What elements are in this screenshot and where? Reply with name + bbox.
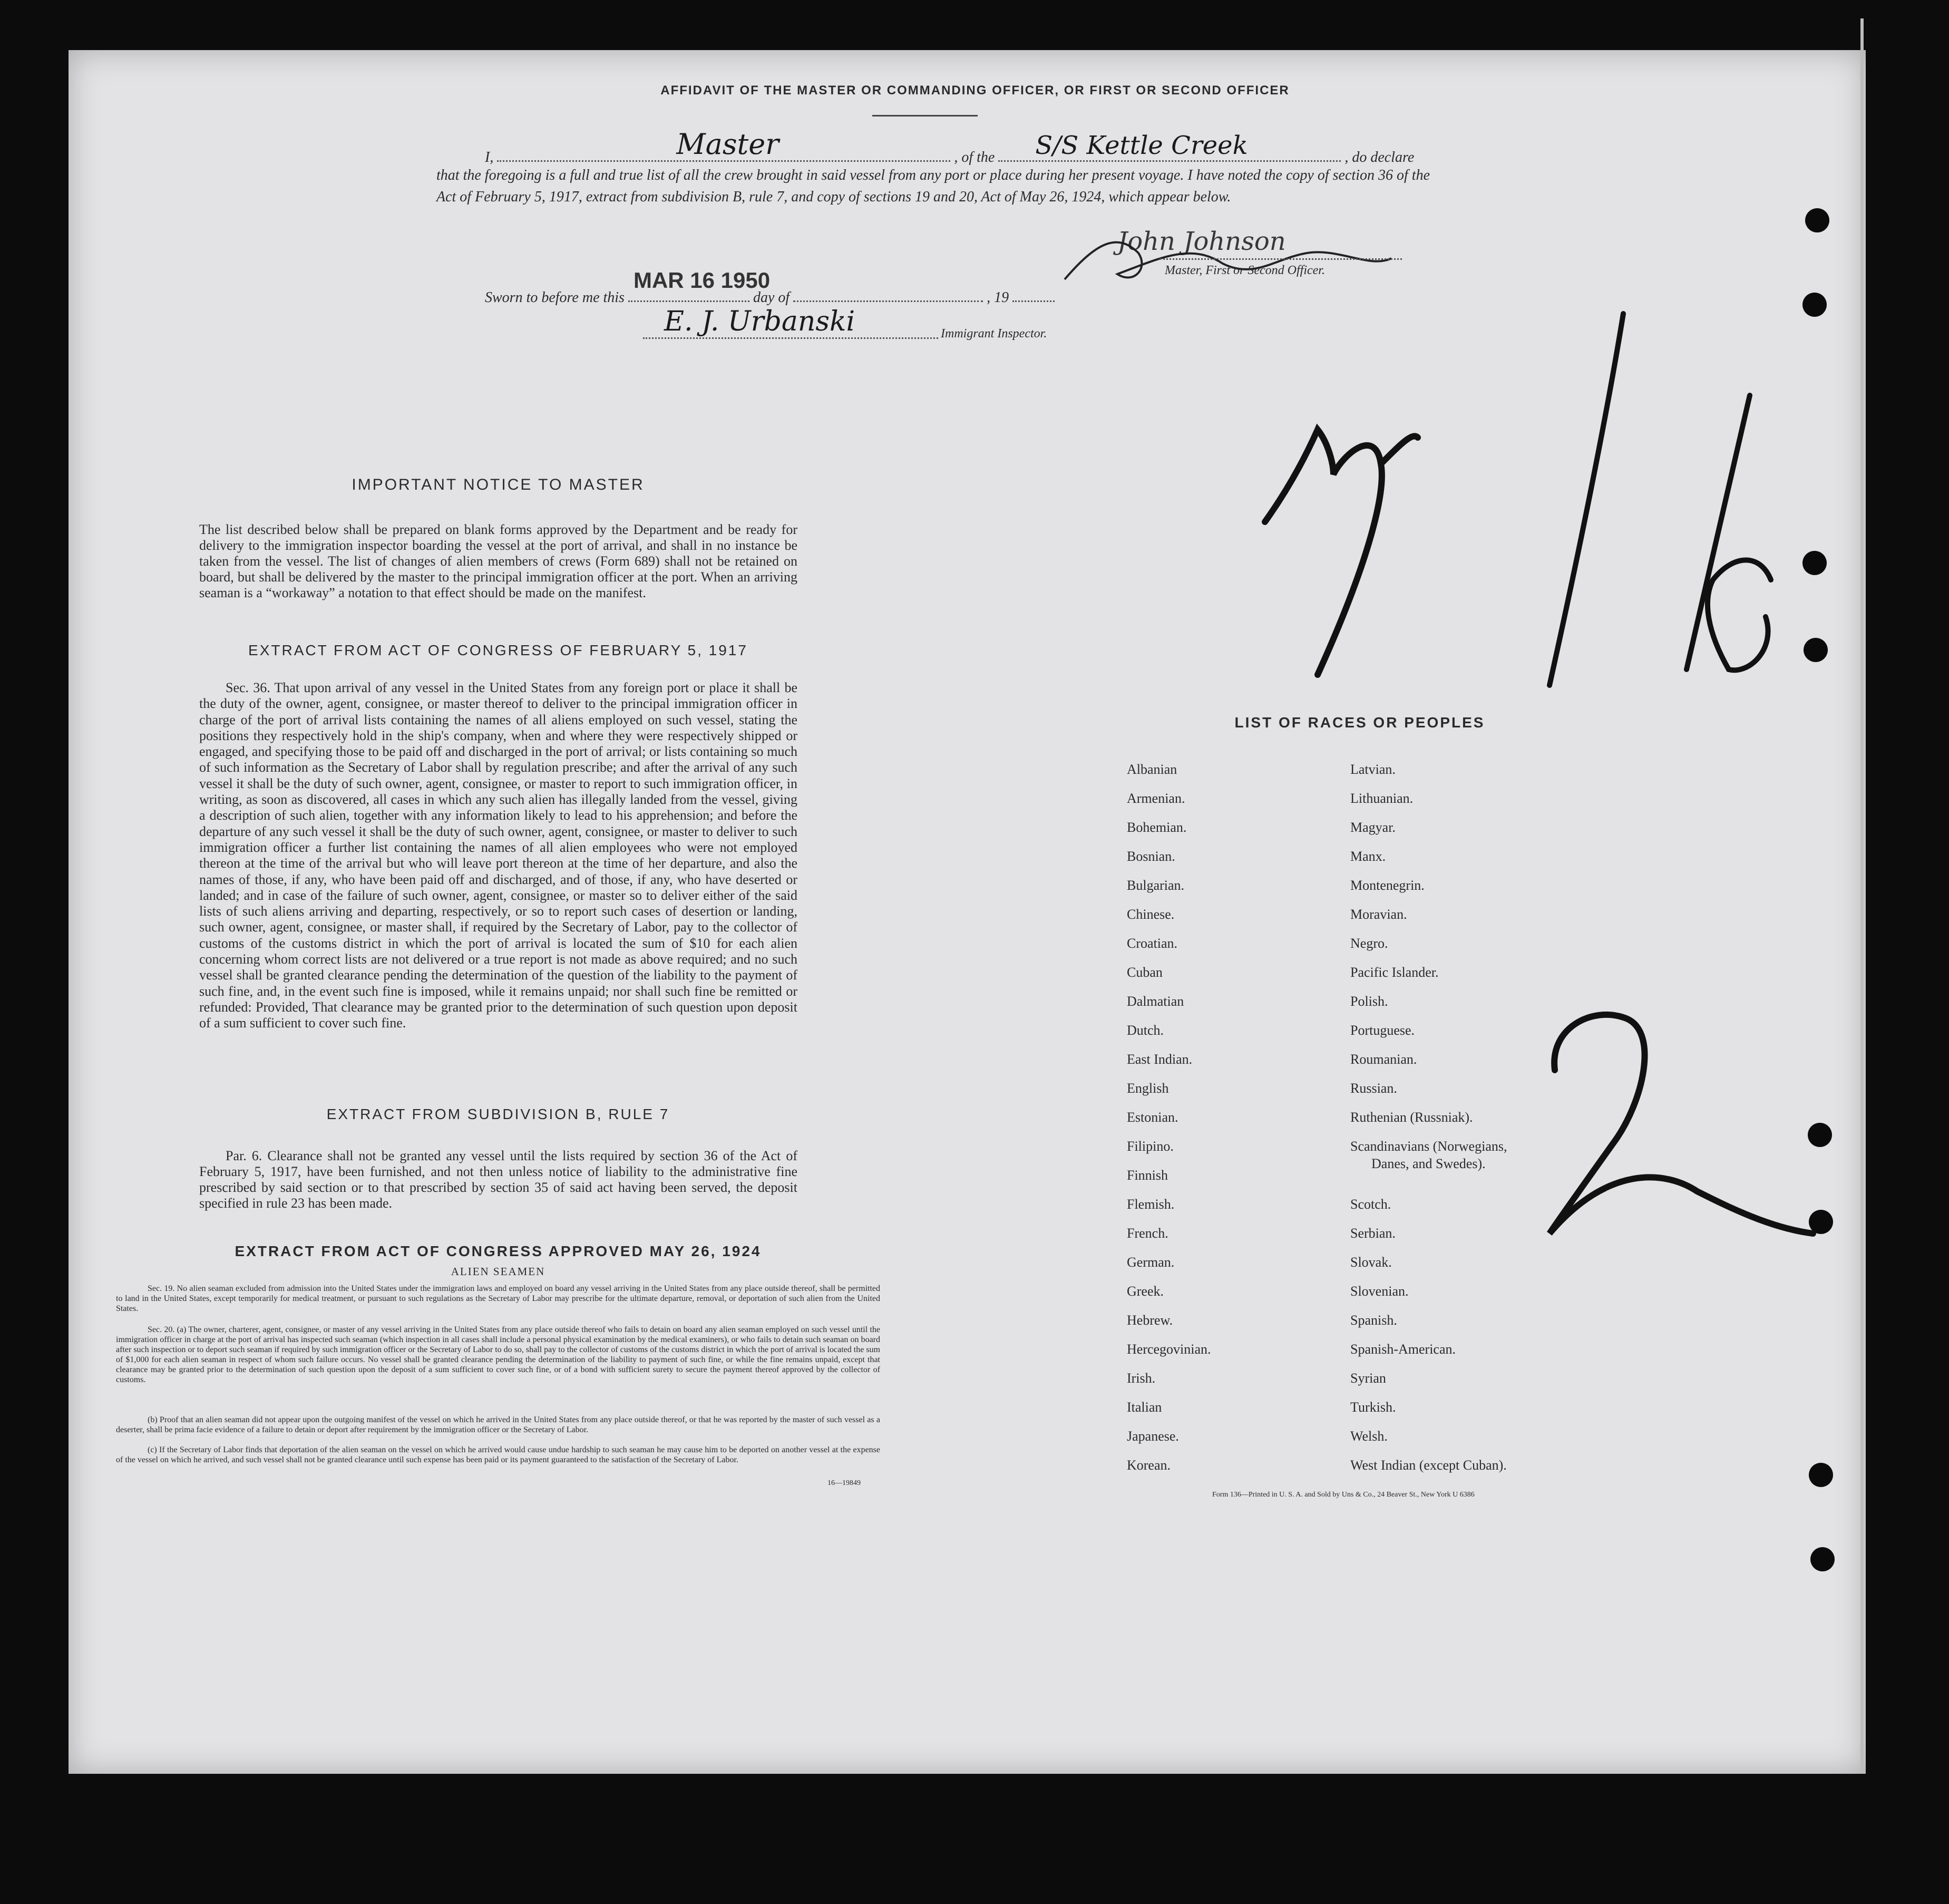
sworn-day-of: day of [753,289,790,306]
race-item: French. [1127,1226,1168,1241]
inspector-caption: Immigrant Inspector. [941,327,1047,341]
extract-1924-subheading: ALIEN SEAMEN [451,1265,545,1278]
race-item: Japanese. [1127,1429,1179,1444]
race-item: Roumanian. [1350,1052,1417,1067]
race-item: Magyar. [1350,820,1396,835]
race-item: Lithuanian. [1350,791,1414,806]
sec20c-text: (c) If the Secretary of Labor finds that deportation of the alien seaman on the vessel on which he arrived would cause undue hardship to such seaman he may cause him to be deported on another vessel at the expense of the vessel on which he arrived, and such vessel shall not be granted clearance until such expense has been paid or its payment guaranteed to the satisfaction of the Secretary of Labor. [116,1445,880,1464]
handwritten-number-two-strokes [1528,996,1845,1270]
race-item: Slovak. [1350,1255,1392,1270]
race-item: Italian [1127,1400,1162,1415]
punch-hole [1802,293,1827,317]
race-item: Latvian. [1350,762,1396,777]
master-signature: John Johnson [1117,227,1286,256]
race-item: German. [1127,1255,1175,1270]
race-item: Pacific Islander. [1350,965,1439,980]
race-item: Cuban [1127,965,1163,980]
race-item: Negro. [1350,936,1388,951]
notice-body: The list described below shall be prepared on blank forms approved by the Department and be ready for delivery to the immigration inspector boarding the vessel at the port of arrival, and shall in no instance be taken from the vessel. The list of changes of alien members of crews (Form 689) shall not be retained on board, but shall be delivered by the master to the principal immigration officer at the port. When an arriving seaman is a “workaway” a notation to that effect should be made on the manifest. [199,522,797,600]
sec20a-text: Sec. 20. (a) The owner, charterer, agent, consignee, or master of any vessel arriving in the United States from any place outside thereof who fails to detain on board any alien seaman employed on such vessel until the immigration officer in charge at the port of arrival has inspected such seaman (which inspection in all cases shall include a personal physical examination by the medical examiners), or who fails to detain such seaman on board after such inspection or to deport such seaman if required by such immigration officer or the Secretary of Labor to do so, shall pay to the collector of customs of the customs district in which the port of arrival is located the sum of $1,000 for each alien seaman in respect of whom such failure occurs. No vessel shall be granted clearance pending the determination of the liability to payment of such fine, or while the fine remains unpaid, except that clearance may be granted prior to the determination of such question upon the deposit of a sum sufficient to cover such fine, or of a bond with sufficient surety to secure the payment thereof approved by the collector of customs. [116,1325,880,1384]
extract-1917-body: Sec. 36. That upon arrival of any vessel in the United States from any foreign port or place it shall be the duty of the owner, agent, consignee, or master thereof to deliver to the principal immigration officer in charge of the port of arrival lists containing the names of all aliens employed on such vessel, stating the positions they respectively hold in the ship's company, when and where they were respectively shipped or engaged, and specifying those to be paid off and discharged in the port of arrival; or lists containing so much of such information as the Secretary of Labor shall by regulation prescribe; and after the arrival of any such vessel it shall be the duty of such owner, agent, consignee, or master to report to such immigration officer, in writing, as soon as discovered, all cases in which any such alien has illegally landed from the vessel, giving a description of such alien, together with any information likely to lead to his apprehension; and before the departure of any such vessel it shall be the duty of such owner, agent, consignee, or master to deliver to such immigration officer a further list containing the names of all alien employees who were not employed thereon at the time of the arrival but who will leave port thereon at the time of her departure, and also the names of those, if any, who have been paid off and discharged, and of those, if any, who have deserted or landed; and in case of the failure of such owner, agent, consignee, or master so to deliver either of the said lists of such aliens arriving and departing, respectively, or so to report such cases of desertion or landing, such owner, agent, consignee, or master shall, if required by the Secretary of Labor, pay to the collector of customs of the customs district in which the port of arrival is located the sum of $10 for each alien concerning whom correct lists are not delivered or a true report is not made as above required; and no such vessel shall be granted clearance pending the determination of the question of the liability to the payment of such fine, and, in the event such fine is imposed, while it remains unpaid; nor shall such fine be remitted or refunded: Provided, That clearance may be granted prior to the determination of such question upon deposit of a sum sufficient to cover such fine. [199,680,797,1031]
race-item: Armenian. [1127,791,1185,806]
race-item: Estonian. [1127,1110,1178,1125]
race-item: Spanish-American. [1350,1342,1456,1357]
inspector-dotline [643,337,938,339]
race-item: English [1127,1081,1169,1096]
race-item: Croatian. [1127,936,1178,951]
punch-hole [1804,638,1828,662]
races-heading: LIST OF RACES OR PEOPLES [1234,714,1485,731]
punch-hole [1809,1463,1833,1487]
affidavit-do-declare: , do declare [1344,149,1415,166]
race-item: Bulgarian. [1127,878,1185,893]
race-item: Albanian [1127,762,1177,777]
race-item: Syrian [1350,1371,1386,1386]
race-item: Hebrew. [1127,1313,1173,1328]
affidavit-declaration: that the foregoing is a full and true list of all the crew brought in said vessel from any port or place during her present voyage. I have noted the copy of section 36 of the Act of February 5, 1917, extract from subdivision B, rule 7, and copy of sections 19 and 20, Act of May 26, 1924, which appear below. [436,167,1430,205]
affidavit-line-1 [485,128,1434,166]
race-item: Montenegrin. [1350,878,1425,893]
signature-caption: Master, First or Second Officer. [1165,264,1325,277]
race-item: Spanish. [1350,1313,1397,1328]
race-item: West Indian (except Cuban). [1350,1458,1507,1473]
punch-hole [1810,1547,1835,1571]
sworn-line [485,268,1055,306]
race-item: Welsh. [1350,1429,1388,1444]
rule7-heading: EXTRACT FROM SUBDIVISION B, RULE 7 [326,1106,670,1122]
notice-heading: IMPORTANT NOTICE TO MASTER [352,476,645,493]
race-item: Korean. [1127,1458,1171,1473]
race-item: Moravian. [1350,907,1407,922]
race-item: Slovenian. [1350,1284,1409,1299]
sworn-prefix: Sworn to before me this [485,289,625,306]
race-item: Irish. [1127,1371,1156,1386]
title-rule [872,115,978,116]
race-item: Scotch. [1350,1197,1391,1212]
form-code: 16—19849 [827,1479,861,1487]
vessel-name-handwritten: S/S Kettle Creek [1035,131,1248,160]
handwritten-page-number-strokes [1244,306,1781,706]
race-item: Ruthenian (Russniak). [1350,1110,1473,1125]
sworn-year: , 19 [987,289,1009,306]
affidavit-i: I, [485,149,494,166]
race-item: Turkish. [1350,1400,1396,1415]
race-item: Polish. [1350,994,1388,1009]
race-item: Portuguese. [1350,1023,1415,1038]
master-title-handwritten: Master [676,128,779,161]
signature-dotline [1159,258,1402,260]
race-item: Dutch. [1127,1023,1164,1038]
sec20b-text: (b) Proof that an alien seaman did not appear upon the outgoing manifest of the vessel on which he arrived in the United States from any place outside thereof, or that he was reported by the master of such vessel as a deserter, shall be prima facie evidence of a failure to detain or deport after requirement by the immigration officer or the Secretary of Labor. [116,1415,880,1434]
rule7-body: Par. 6. Clearance shall not be granted any vessel until the lists required by section 36 of the Act of February 5, 1917, have been furnished, and not then unless notice of liability to the administrative fine prescribed by said section or to that prescribed by section 35 of said act having been served, the deposit specified in rule 23 has been made. [199,1148,797,1211]
race-item: Bosnian. [1127,849,1175,864]
race-item: Serbian. [1350,1226,1396,1241]
race-item: Scandinavians (Norwegians, [1350,1139,1507,1154]
extract-1917-heading: EXTRACT FROM ACT OF CONGRESS OF FEBRUARY 5, 1917 [248,642,748,658]
extract-1924-heading: EXTRACT FROM ACT OF CONGRESS APPROVED MAY 26, 1924 [235,1243,762,1259]
race-item: Danes, and Swedes). [1371,1156,1486,1171]
page-edge [1860,18,1864,1774]
race-item: Finnish [1127,1168,1168,1183]
punch-hole [1802,551,1827,575]
sec19-text: Sec. 19. No alien seaman excluded from admission into the United States under the immigration laws and employed on board any vessel arriving in the United States from any place outside thereof, shall be permitted to land in the United States, except temporarily for medical treatment, or pursuant to such regulations as the Secretary of Labor may prescribe for the ultimate departure, removal, or deportation of such alien from the United States. [116,1284,880,1313]
form-footer: Form 136—Printed in U. S. A. and Sold by Uns & Co., 24 Beaver St., New York U 6386 [1212,1491,1475,1499]
inspector-signature: E. J. Urbanski [664,306,855,337]
date-stamp: MAR 16 1950 [633,268,771,293]
race-item: Greek. [1127,1284,1164,1299]
race-item: Chinese. [1127,907,1175,922]
race-item: Dalmatian [1127,994,1184,1009]
race-item: Filipino. [1127,1139,1174,1154]
affidavit-title: AFFIDAVIT OF THE MASTER OR COMMANDING OFFICER, OR FIRST OR SECOND OFFICER [660,83,1290,98]
race-item: East Indian. [1127,1052,1193,1067]
race-item: Hercegovinian. [1127,1342,1211,1357]
race-item: Russian. [1350,1081,1397,1096]
race-item: Bohemian. [1127,820,1187,835]
affidavit-of-the: , of the [954,149,995,166]
race-item: Manx. [1350,849,1386,864]
race-item: Flemish. [1127,1197,1175,1212]
punch-hole [1805,208,1829,232]
